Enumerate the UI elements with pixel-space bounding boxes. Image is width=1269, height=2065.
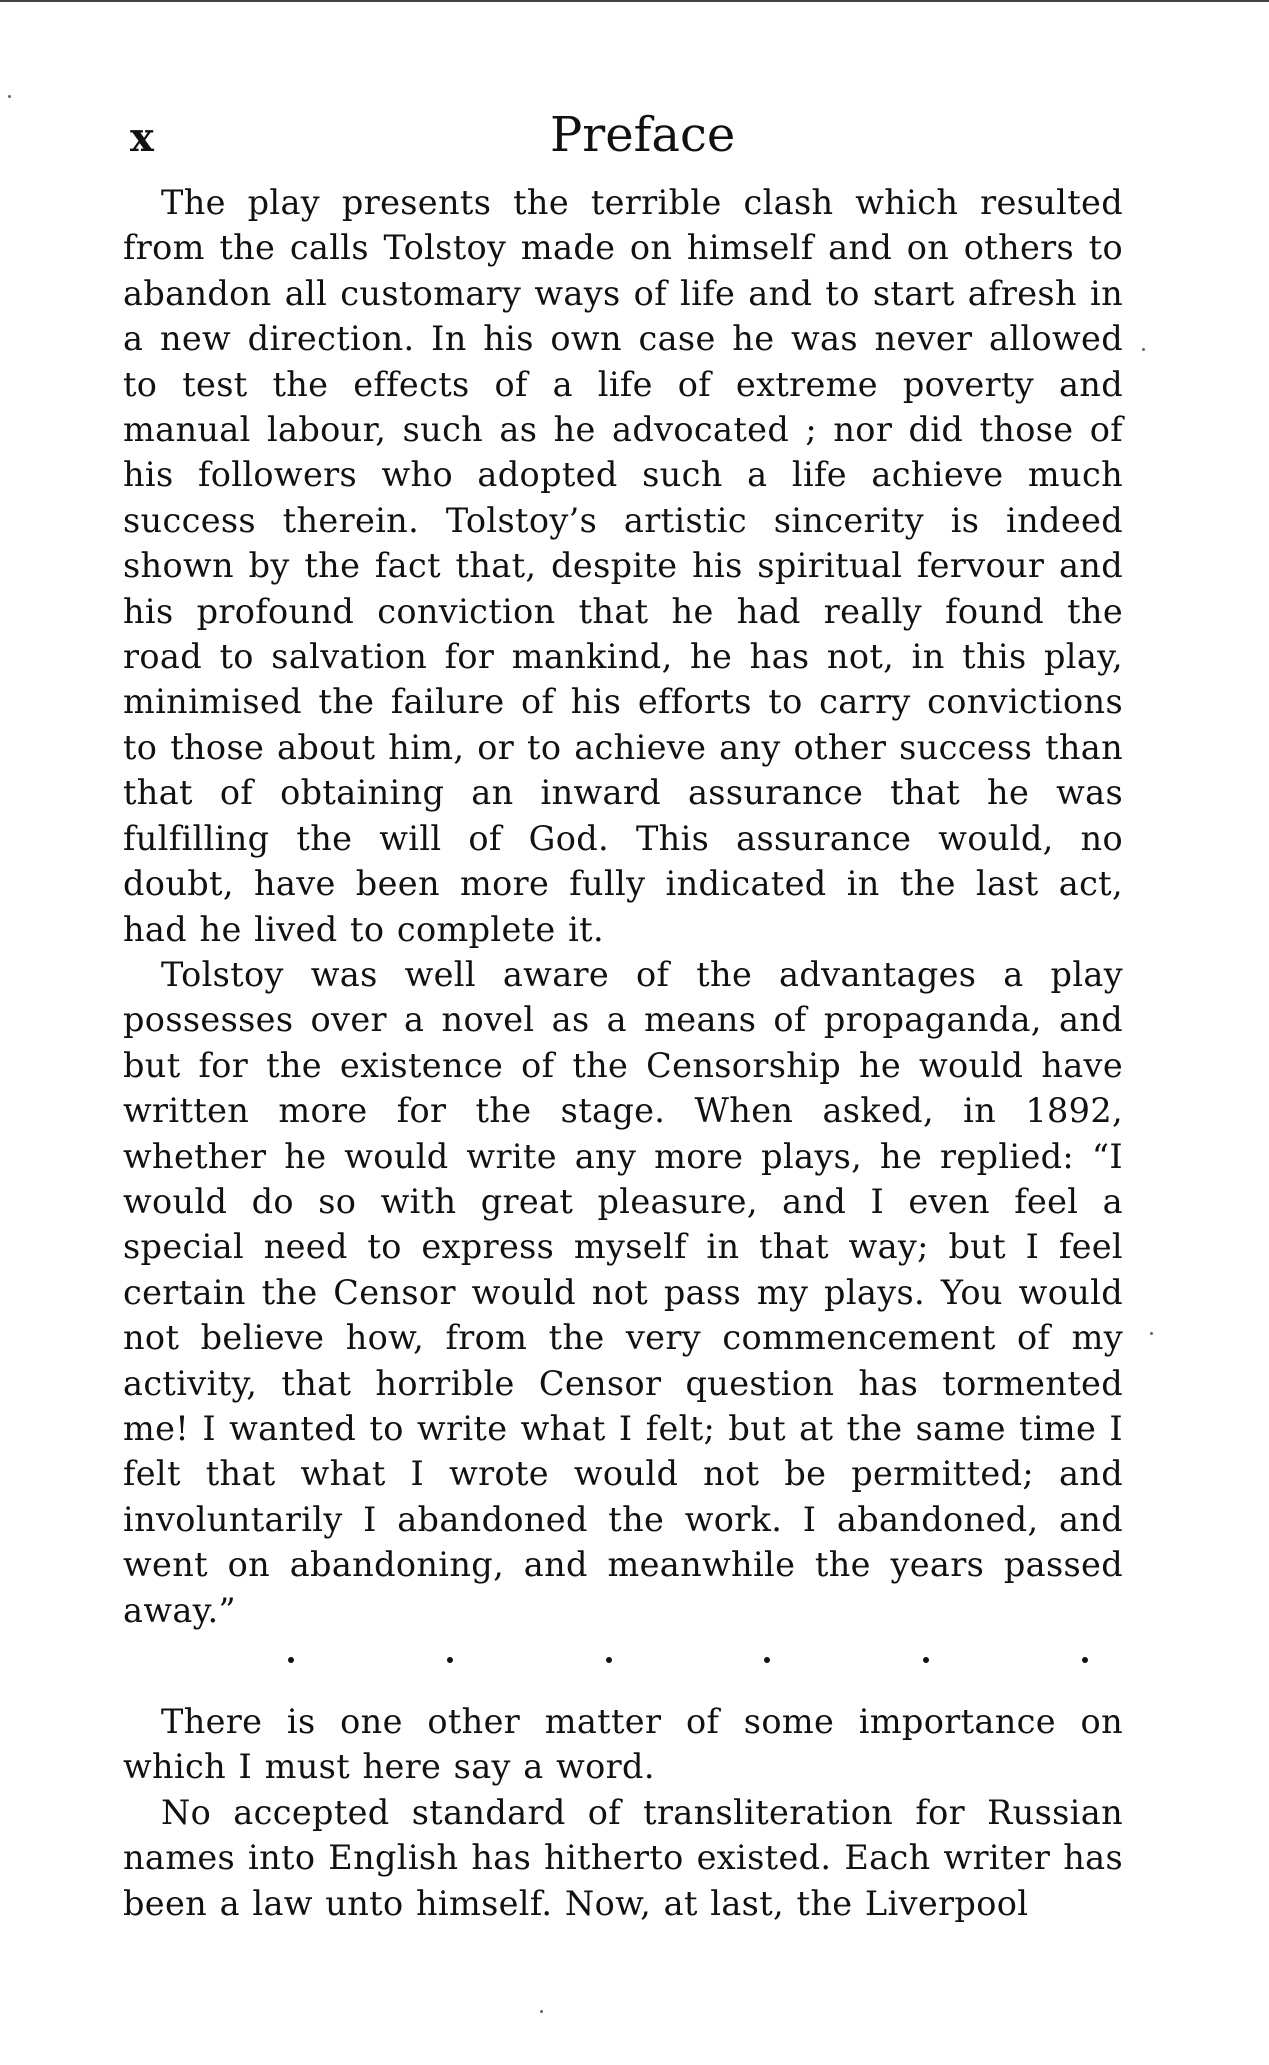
paragraph-4: No accepted standard of transliteration for Russian names into English has hitherto existed. Each writer has been a law unto himself. Now, at last, the Liverpool — [123, 1792, 1123, 1923]
dot — [288, 1657, 294, 1663]
scan-speck — [8, 95, 11, 98]
scan-speck — [1150, 1332, 1153, 1335]
dot — [1082, 1657, 1088, 1663]
paragraph-2: Tolstoy was well aware of the advantages a play possesses over a novel as a means of propaganda, and but for the existence of the Censorship he would have written more for the stage. When asked, in 1892, whether he would write any more plays, he replied: “I would do so with great pleasure, and I even feel a special need to express myself in that way; but I feel certain the Censor would not pass my plays. You would not believe how, from the very commencement of my activity, that horrible Censor question has tormented me! I wanted to write what I felt; but at the same time I felt that what I wrote would not be permitted; and involuntarily I abandoned the work. I abandoned, and went on abandoning, and meanwhile the years passed away.” — [123, 954, 1123, 1630]
dot — [606, 1657, 612, 1663]
page-header — [130, 106, 1130, 166]
dot — [923, 1657, 929, 1663]
top-rule — [0, 0, 1269, 2]
paragraph-3: There is one other matter of some importance on which I must here say a word. — [123, 1702, 1123, 1787]
dot — [764, 1657, 770, 1663]
body-text — [123, 180, 1123, 1926]
paragraph-1: The play presents the terrible clash which resulted from the calls Tolstoy made on himself and on others to abandon all customary ways of life and to start afresh in a new direction. In his own case he was never allowed to test the effects of a life of extreme poverty and manual labour, such as he advocated ; nor did those of his followers who adopted such a life achieve much success therein. Tolstoy’s artistic sincerity is indeed shown by the fact that, despite his spiritual fervour and his profound conviction that he had really found the road to salvation for mankind, he has not, in this play, minimised the failure of his efforts to carry convictions to those about him, or to achieve any other success than that of obtaining an inward assurance that he was fulfilling the will of God. This assurance would, no doubt, have been more fully indicated in the last act, had he lived to complete it. — [123, 183, 1123, 949]
scan-speck — [540, 2010, 543, 2013]
page-number: x — [130, 114, 155, 161]
section-break-dots — [288, 1657, 1088, 1675]
scan-speck — [1142, 348, 1145, 351]
dot — [447, 1657, 453, 1663]
running-title: Preface — [550, 107, 736, 163]
